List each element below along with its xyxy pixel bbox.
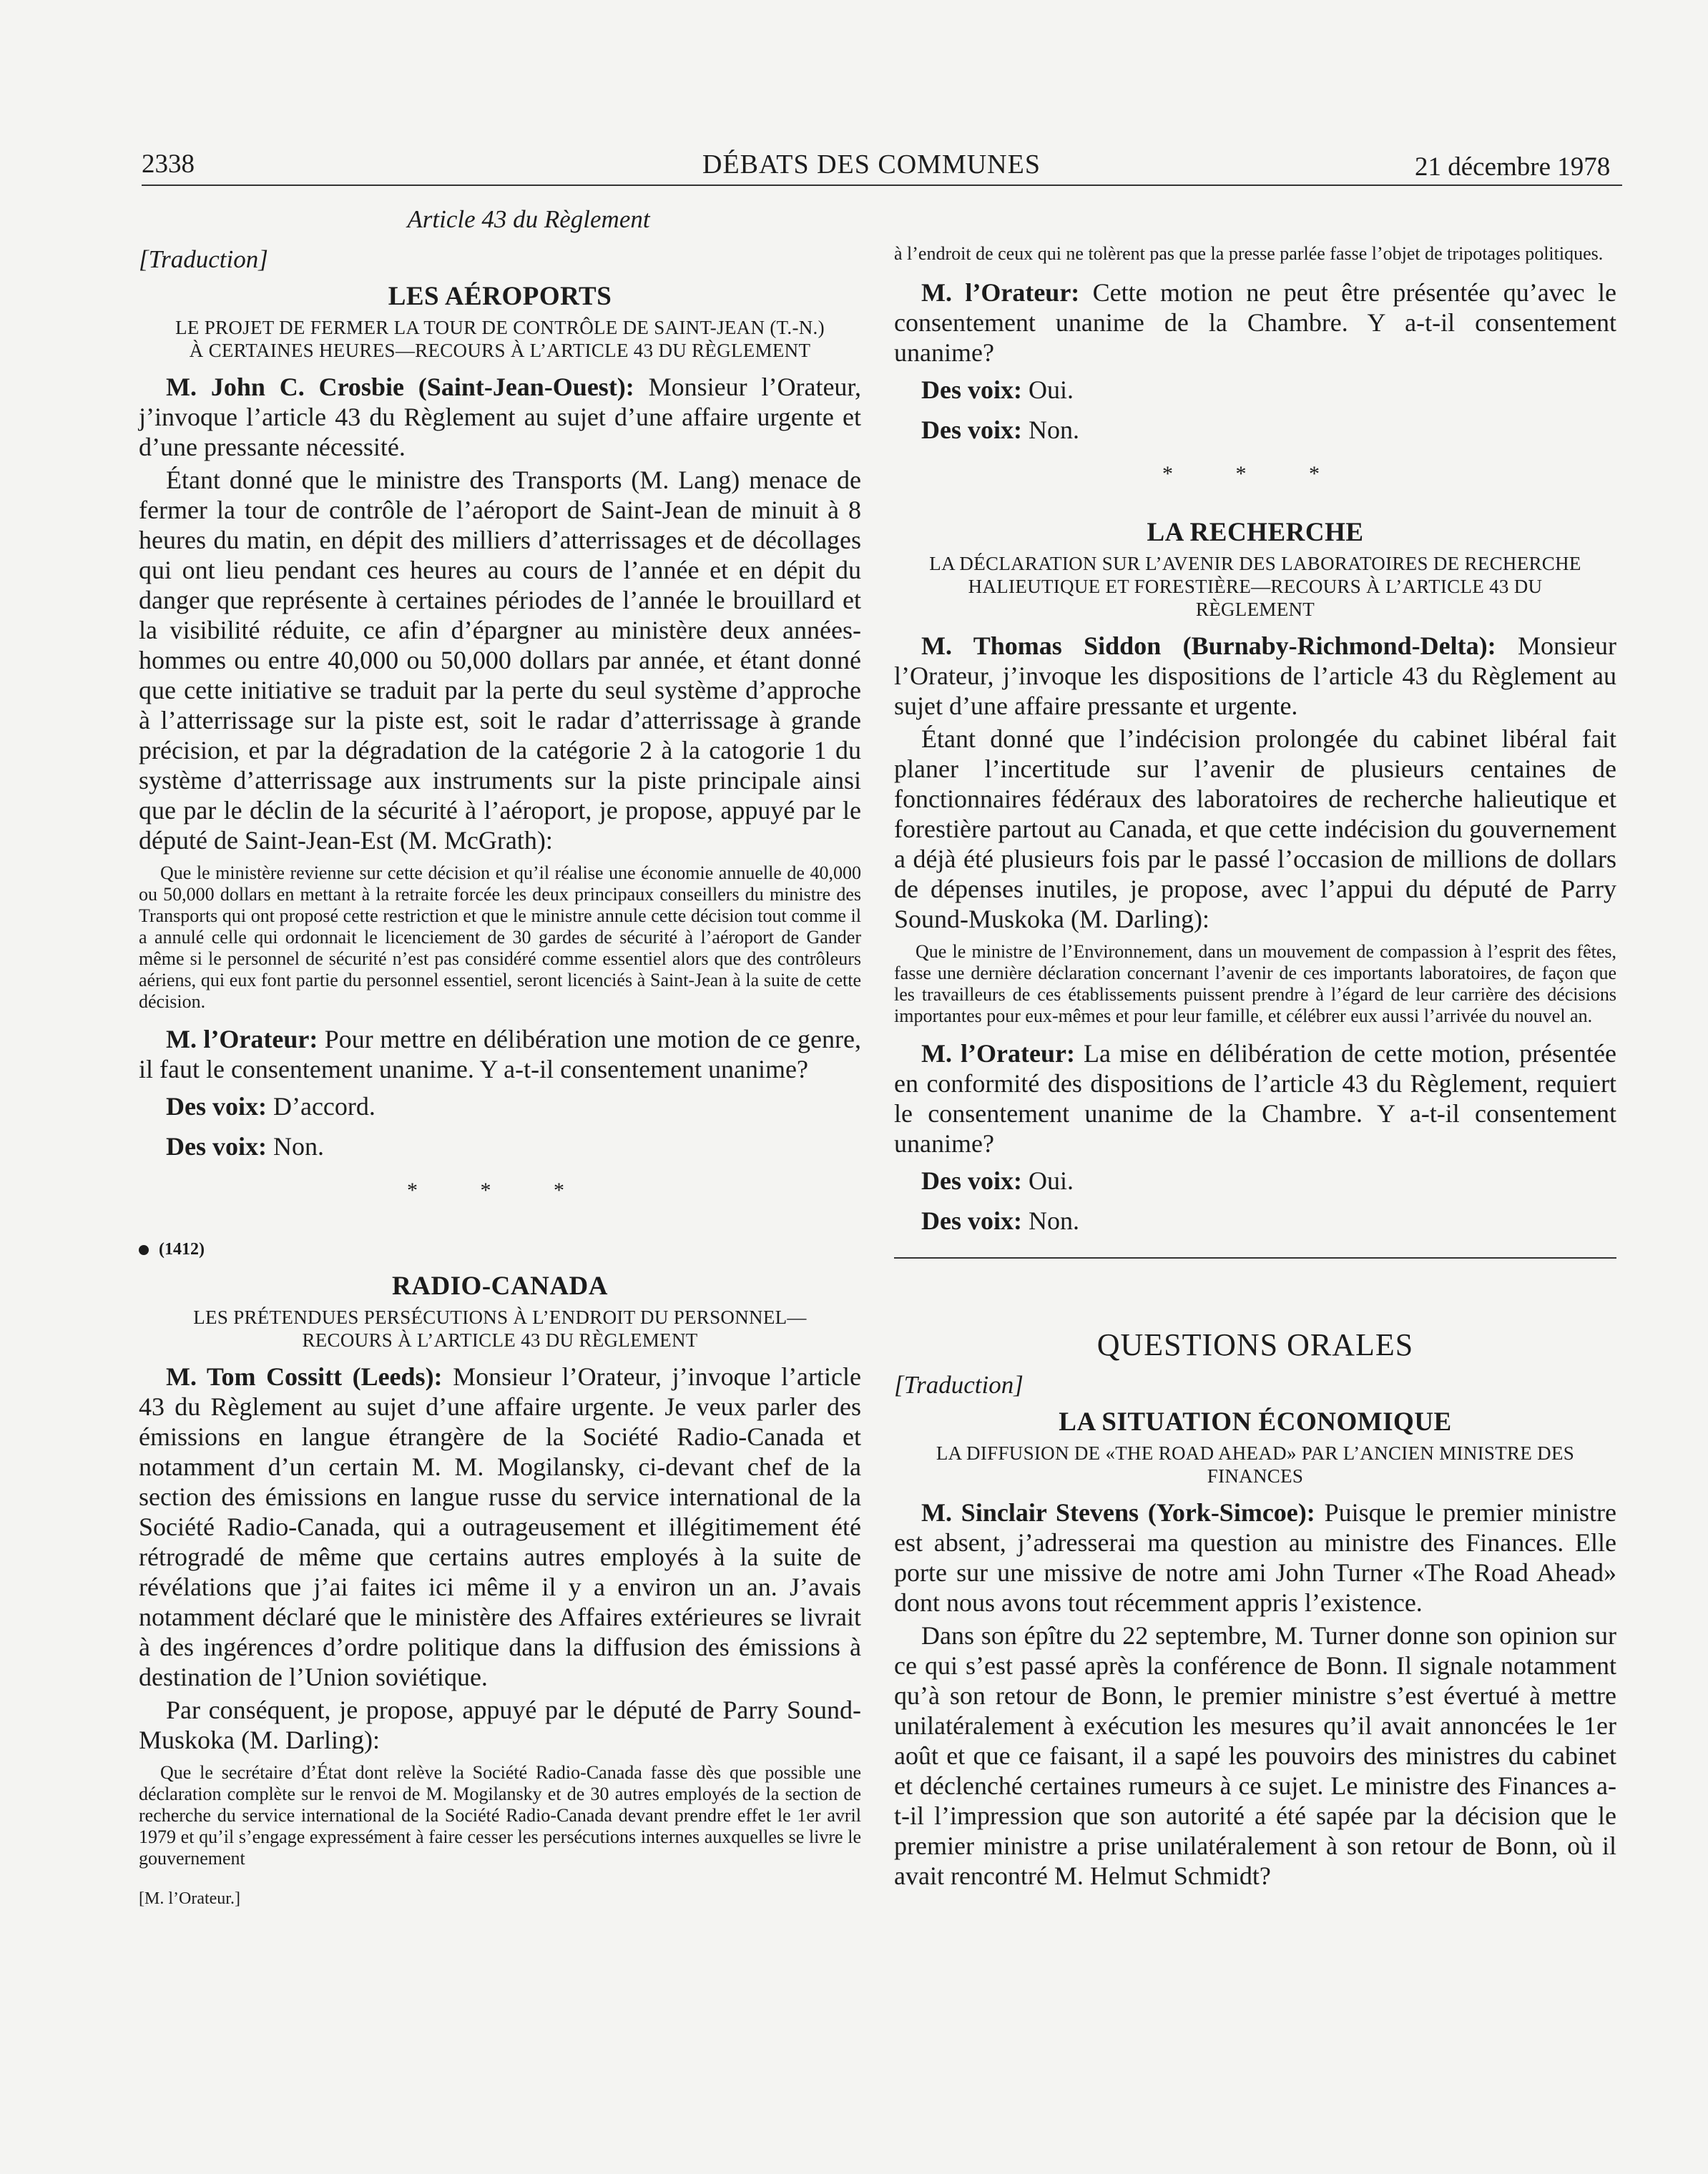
traduction-label: [Traduction] — [139, 245, 268, 273]
bullet-icon — [139, 1245, 149, 1255]
voices-3a — [921, 1166, 1616, 1196]
time-marker — [139, 1234, 861, 1264]
section-subtitle-radio-canada: LES PRÉTENDUES PERSÉCUTIONS À L’ENDROIT DU PERSONNEL—RECOURS À L’ARTICLE 43 DU RÈGLEMENT — [193, 1307, 807, 1351]
section-subtitle-recherche: LA DÉCLARATION SUR L’AVENIR DES LABORATOIRES DE RECHERCHE HALIEUTIQUE ET FORESTIÈRE—RECOURS À L’ARTICLE 43 DU RÈGLEMENT — [929, 553, 1581, 620]
motion-cossitt: Que le secrétaire d’État dont relève la Société Radio-Canada fasse dès que possible une déclaration complète sur le renvoi de M. Mogilansky et de 30 autres employés de la section de recherche du service international de la Société Radio-Canada devant prendre effet le 1er avril 1979 et qu’il s’engage expressément à faire cesser les persécutions internes auxquelles se livre le gouvernement — [139, 1762, 861, 1869]
voices-label: Des voix: — [921, 1206, 1022, 1235]
voices-label: Des voix: — [166, 1092, 267, 1121]
issue-date: 21 décembre 1978 — [1415, 152, 1611, 182]
speech-text: Cette motion ne peut être présentée qu’avec le consentement unanime de la Chambre. Y a-t-il consentement unanime? — [894, 278, 1616, 367]
section-title-radio-canada: RADIO-CANADA — [392, 1272, 608, 1301]
page-number: 2338 — [142, 149, 195, 179]
speech-orateur-2 — [894, 277, 1616, 368]
voices-reply: D’accord. — [266, 1092, 376, 1121]
journal-title: DÉBATS DES COMMUNES — [702, 149, 1041, 179]
speech-text: Monsieur l’Orateur, j’invoque les dispositions de l’article 43 du Règlement au sujet d’une affaire pressante et urgente. — [894, 631, 1616, 720]
voices-reply: Oui. — [1021, 375, 1074, 404]
speech-crosbie — [139, 372, 861, 462]
speaker-name: M. Thomas Siddon (Burnaby-Richmond-Delta): — [921, 631, 1496, 660]
speaker-name: M. Sinclair Stevens (York-Simcoe): — [921, 1498, 1315, 1527]
speech-orateur-1 — [139, 1024, 861, 1084]
speech-cossitt-para2: Par conséquent, je propose, appuyé par le député de Parry Sound-Muskoka (M. Darling): — [139, 1696, 861, 1754]
speech-text: Monsieur l’Orateur, j’invoque l’article 43 du Règlement au sujet d’une affaire urgente. Je veux parler des émissions en langue étrangère de la Société Radio-Canada et notamment d’un certain M. M. Mogilansky, ci-devant chef de la section des émissions en langue russe du service international de la Société Radio-Canada, qui a outrageusement et illégitimement été rétrogradé de même que certains autres employés à la suite de révélations que j’ai faites ici même il y a environ un an. J’avais notamment déclaré que le ministère des Affaires extérieures se livrait à des ingérences d’ordre politique dans la diffusion des émissions à destination de l’Union soviétique. — [139, 1362, 861, 1691]
section-title-situation-economique: LA SITUATION ÉCONOMIQUE — [1059, 1407, 1452, 1437]
header-rule — [142, 185, 1622, 186]
speech-text: Pour mettre en délibération une motion de ce genre, il faut le consentement unanime. Y a-t-il consentement unanime? — [139, 1025, 861, 1083]
voices-reply: Oui. — [1021, 1166, 1074, 1195]
motion-siddon: Que le ministre de l’Environnement, dans un mouvement de compassion à l’esprit des fêtes, fasse une dernière déclaration concernant l’avenir de ces importants laboratoires, de façon que les travailleurs de ces établissements puissent prendre à l’égard de leur carrière des décisions importantes pour eux-mêmes et pour leur famille, et célébrer eux aussi l’arrivée du nouvel an. — [894, 941, 1616, 1026]
voices-2b — [921, 415, 1616, 445]
speaker-name: M. l’Orateur: — [166, 1025, 318, 1053]
right-column — [894, 243, 1616, 1894]
section-subtitle-aeroports: LE PROJET DE FERMER LA TOUR DE CONTRÔLE DE SAINT-JEAN (T.-N.) À CERTAINES HEURES—RECOURS À L’ARTICLE 43 DU RÈGLEMENT — [175, 317, 825, 361]
voices-1a — [166, 1091, 861, 1121]
voices-1b — [166, 1131, 861, 1161]
voices-label: Des voix: — [921, 415, 1022, 444]
voices-reply: Non. — [1021, 415, 1079, 444]
section-rule — [894, 1257, 1616, 1259]
speech-siddon — [894, 631, 1616, 721]
voices-label: Des voix: — [921, 1166, 1022, 1195]
motion-crosbie: Que le ministère revienne sur cette décision et qu’il réalise une économie annuelle de 40,000 ou 50,000 dollars en mettant à la retraite forcée les deux principaux conseillers du ministre des Transports qui ont proposé cette restriction et que le ministre annule cette décision tout comme il a annulé celle qui ordonnait le licenciement de 30 gardes de sécurité à l’aéroport de Gander même si le personnel de sécurité n’est pas considéré comme essentiel alors que des contrôleurs aériens, qui eux font partie du personnel essentiel, seront licenciés à Saint-Jean à la suite de cette décision. — [139, 862, 861, 1012]
traduction-label: [Traduction] — [894, 1371, 1024, 1399]
speech-stevens — [894, 1497, 1616, 1618]
section-title-aeroports: LES AÉROPORTS — [388, 282, 612, 311]
questions-orales-title: QUESTIONS ORALES — [1096, 1327, 1414, 1362]
voices-3b — [921, 1206, 1616, 1236]
speaker-name: M. l’Orateur: — [921, 1039, 1075, 1068]
section-separator: * * * — [407, 1179, 593, 1202]
speech-cossitt — [139, 1362, 861, 1692]
section-subtitle-situation-economique: LA DIFFUSION DE «THE ROAD AHEAD» PAR L’ANCIEN MINISTRE DES FINANCES — [936, 1442, 1575, 1487]
speech-stevens-para2: Dans son épître du 22 septembre, M. Turner donne son opinion sur ce qui s’est passé après la conférence de Bonn. Il signale notamment qu’à son retour de Bonn, le premier ministre s’est évertué à mettre unilatéralement à exécution les mesures qu’il avait annoncées le 1er août et que ce faisant, il a sapé les pouvoirs des ministres du cabinet et déclenché certaines rumeurs à ce sujet. Le ministre des Finances a-t-il l’impression que son autorité a été sapée par la décision que le premier ministre a prise unilatéralement à son retour de Bonn, où il avait rencontré M. Helmut Schmidt? — [894, 1621, 1616, 1890]
article-heading: Article 43 du Règlement — [407, 205, 650, 233]
time-marker-text: (1412) — [159, 1240, 205, 1259]
speech-text: Puisque le premier ministre est absent, j’adresserai ma question au ministre des Finances. Elle porte sur une missive de notre ami John Turner «The Road Ahead» dont nous avons tout récemment appris l’existence. — [894, 1498, 1617, 1617]
speaker-name: M. Tom Cossitt (Leeds): — [166, 1362, 443, 1391]
section-title-recherche: LA RECHERCHE — [1147, 518, 1364, 547]
speech-crosbie-para2: Étant donné que le ministre des Transports (M. Lang) menace de fermer la tour de contrôle de l’aéroport de Saint-Jean de minuit à 8 heures du matin, en dépit des milliers d’atterrissages et de décollages qui ont lieu pendant ces heures au cours de l’année et en dépit du danger que représente à certaines périodes de l’année le brouillard et la visibilité réduite, ce afin d’épargner au ministère deux années-hommes ou entre 40,000 ou 50,000 dollars par année, et étant donné que cette initiative se traduit par la perte du seul système d’approche à l’atterrissage sur la piste est, soit le radar d’atterrissage à grande précision, et par la dégradation de la catégorie 2 à la catogorie 1 du système d’atterrissage aux instruments sur la piste principale ainsi que par le déclin de la sécurité à l’aéroport, je propose, appuyé par le député de Saint-Jean-Est (M. McGrath): — [139, 466, 861, 855]
section-separator: * * * — [1162, 462, 1348, 486]
voices-label: Des voix: — [921, 375, 1022, 404]
footnote: [M. l’Orateur.] — [139, 1889, 240, 1908]
voices-2a — [921, 375, 1616, 405]
speech-text: Monsieur l’Orateur, j’invoque l’article 43 du Règlement au sujet d’une affaire urgente et d’une pressante nécessité. — [139, 373, 861, 461]
speaker-name: M. John C. Crosbie (Saint-Jean-Ouest): — [166, 373, 634, 401]
speaker-name: M. l’Orateur: — [921, 278, 1080, 307]
voices-reply: Non. — [266, 1132, 324, 1161]
left-column — [139, 200, 861, 1914]
speech-text: La mise en délibération de cette motion, présentée en conformité des dispositions de l’article 43 du Règlement, requiert le consentement unanime de la Chambre. Y a-t-il consentement unanime? — [894, 1039, 1616, 1158]
motion-continuation: à l’endroit de ceux qui ne tolèrent pas que la presse parlée fasse l’objet de tripotages politiques. — [894, 243, 1604, 264]
voices-reply: Non. — [1021, 1206, 1079, 1235]
speech-orateur-3 — [894, 1038, 1616, 1159]
speech-siddon-para2: Étant donné que l’indécision prolongée du cabinet libéral fait planer l’incertitude sur l’avenir de plusieurs centaines de fonctionnaires fédéraux des laboratoires de recherche halieutique et forestière partout au Canada, et que cette indécision du gouvernement a déjà été plusieurs fois par le passé l’occasion de millions de dollars de dépenses inutiles, je propose, avec l’appui du député de Parry Sound-Muskoka (M. Darling): — [894, 724, 1616, 933]
voices-label: Des voix: — [166, 1132, 267, 1161]
